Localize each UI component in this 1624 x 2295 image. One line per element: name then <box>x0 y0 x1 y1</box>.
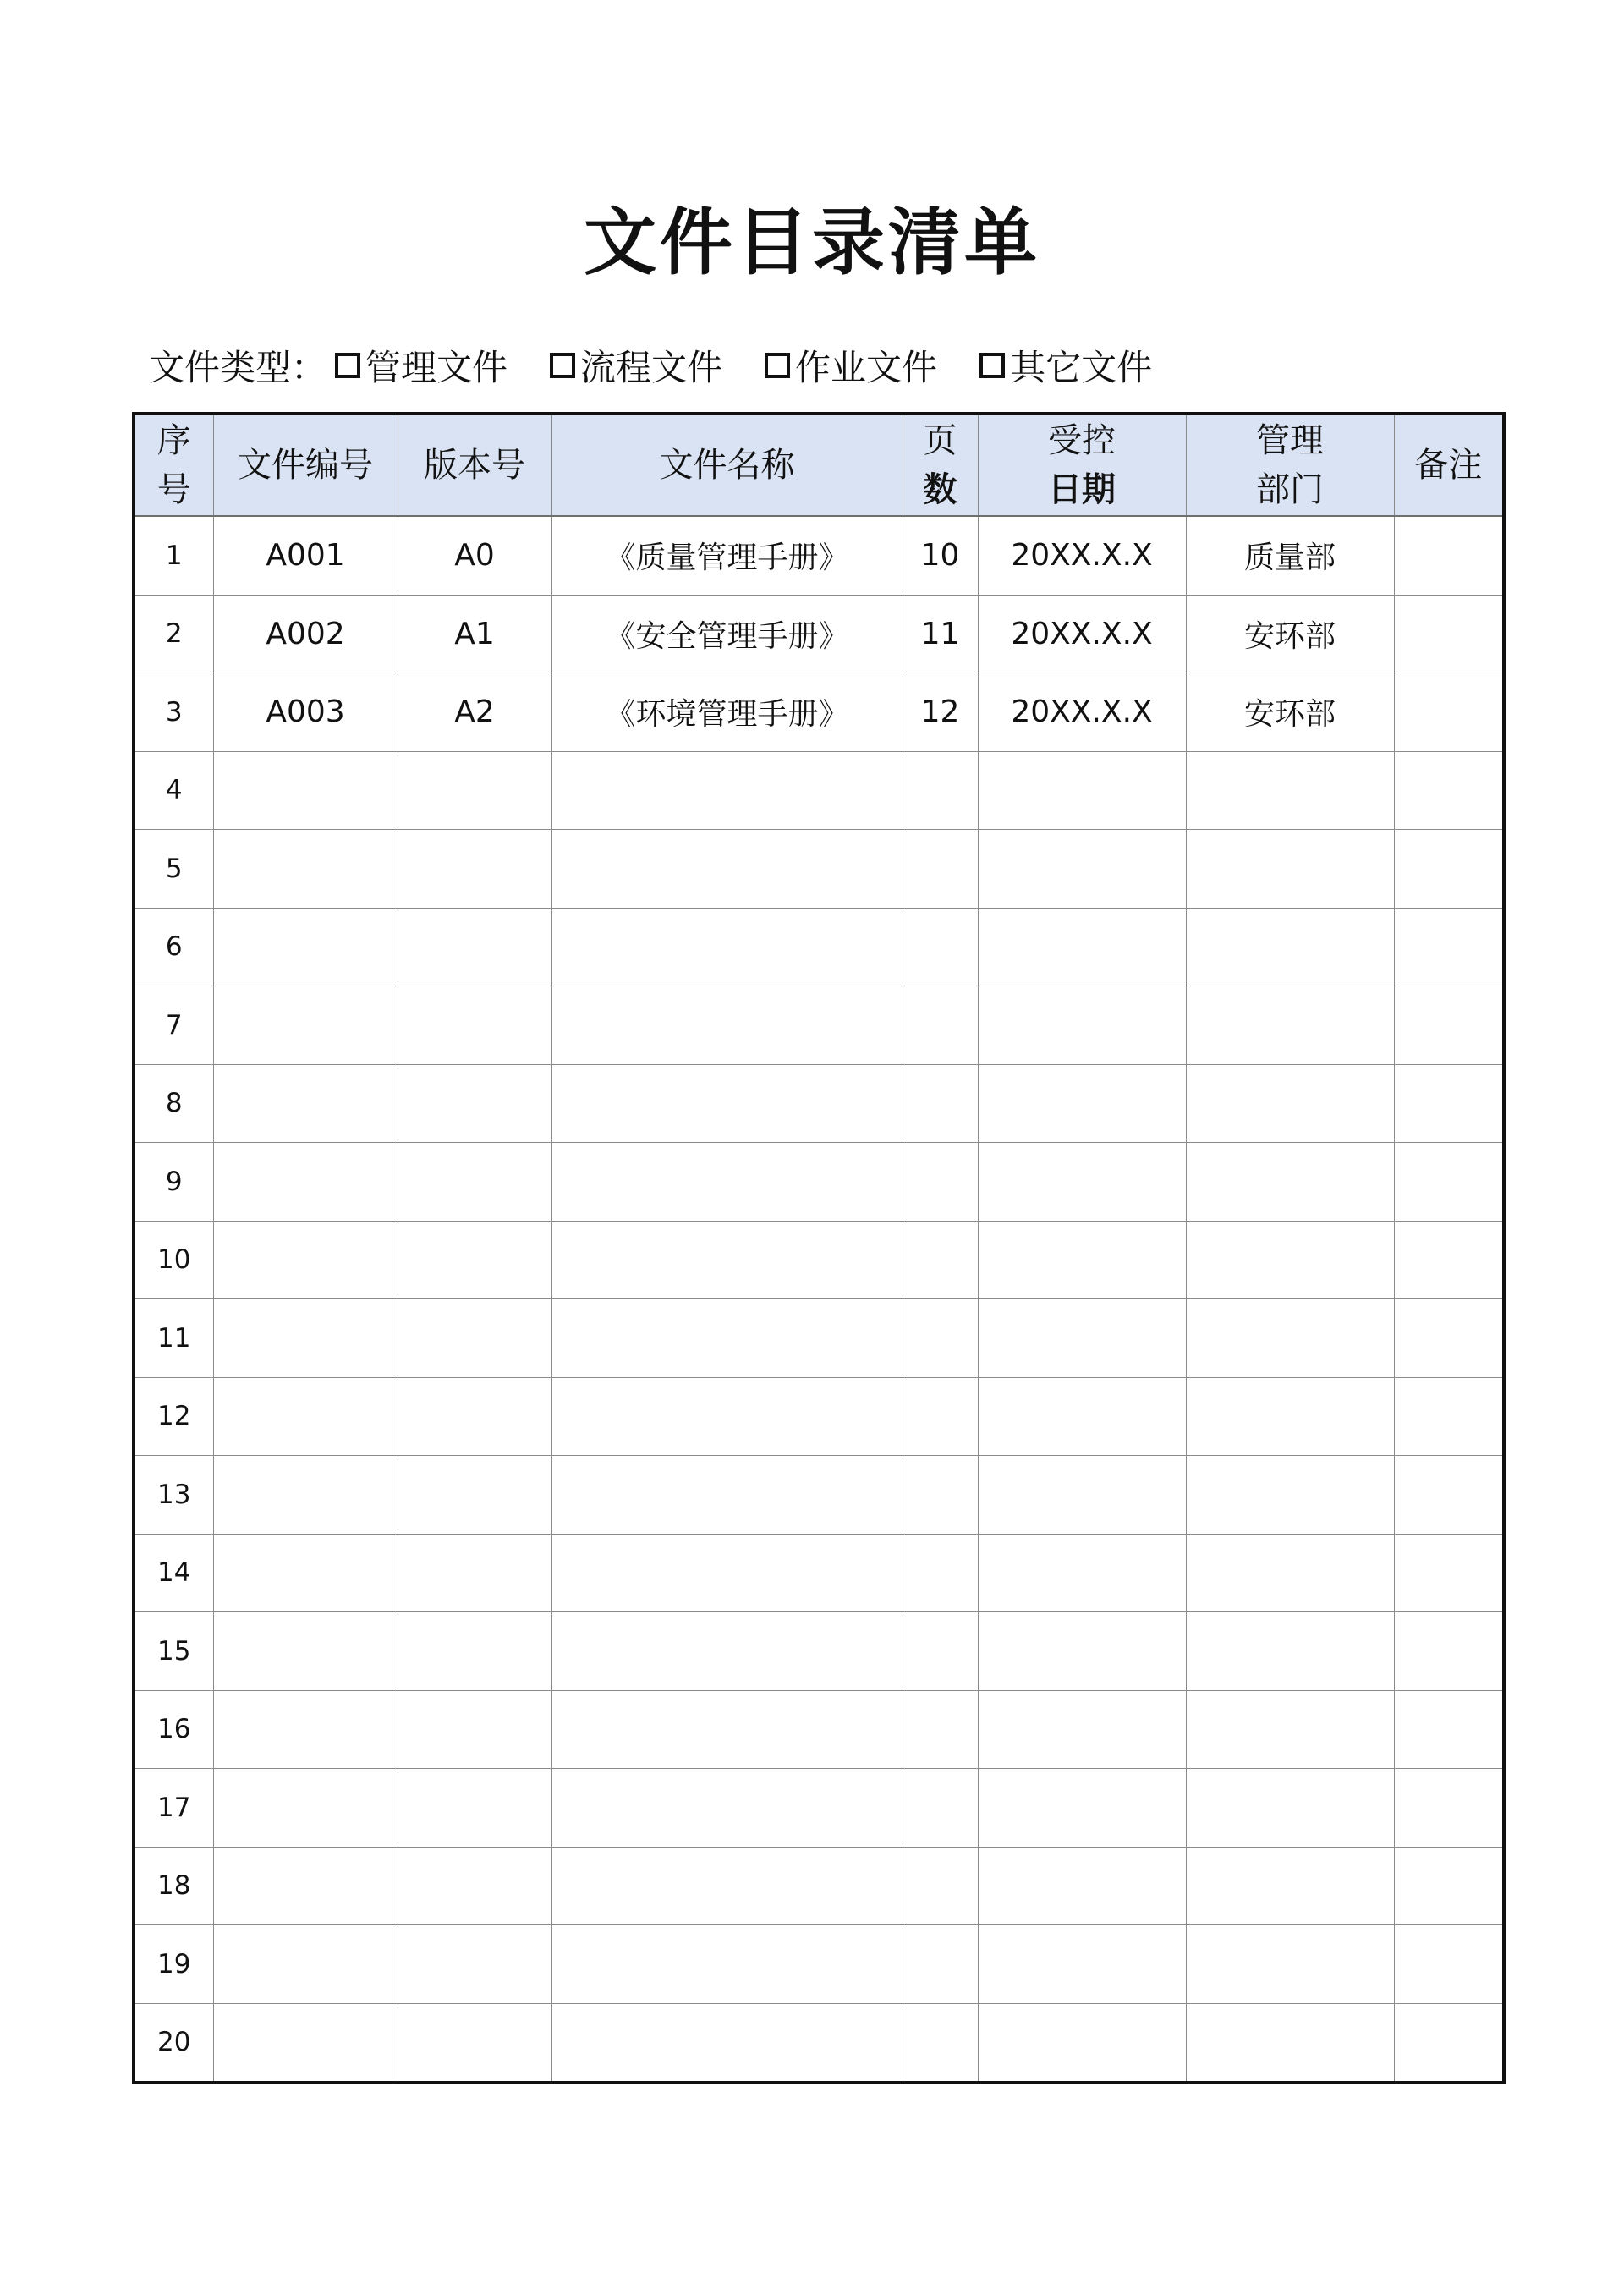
cell-name <box>551 1847 903 1925</box>
cell-pages <box>903 1769 978 1848</box>
cell-seq: 3 <box>134 673 213 752</box>
cell-version: A2 <box>398 673 551 752</box>
cell-name: 《质量管理手册》 <box>551 516 903 595</box>
cell-code <box>213 1769 398 1848</box>
cell-remark <box>1394 830 1504 909</box>
cell-code <box>213 1690 398 1769</box>
cell-seq: 17 <box>134 1769 213 1848</box>
checkbox-icon[interactable] <box>550 353 575 378</box>
page-title: 文件目录清单 <box>584 200 1040 285</box>
table-row <box>134 1064 1504 1143</box>
cell-pages <box>903 1456 978 1535</box>
table-row <box>134 986 1504 1065</box>
cell-version <box>398 1925 551 2004</box>
cell-remark <box>1394 1847 1504 1925</box>
cell-dept <box>1186 908 1394 986</box>
cell-name: 《环境管理手册》 <box>551 673 903 752</box>
cell-code <box>213 830 398 909</box>
cell-pages <box>903 986 978 1065</box>
header-date <box>978 414 1186 516</box>
header-remark: 备注 <box>1394 414 1504 516</box>
cell-version <box>398 986 551 1065</box>
cell-version <box>398 1690 551 1769</box>
cell-dept <box>1186 1690 1394 1769</box>
cell-date: 20XX.X.X <box>978 673 1186 752</box>
cell-seq: 8 <box>134 1064 213 1143</box>
cell-remark <box>1394 1612 1504 1691</box>
cell-code: A001 <box>213 516 398 595</box>
cell-date <box>978 1456 1186 1535</box>
cell-seq: 16 <box>134 1690 213 1769</box>
cell-dept: 安环部 <box>1186 673 1394 752</box>
table-row <box>134 1456 1504 1535</box>
cell-seq: 18 <box>134 1847 213 1925</box>
cell-pages <box>903 1221 978 1299</box>
cell-dept <box>1186 1143 1394 1222</box>
cell-date <box>978 1143 1186 1222</box>
cell-pages <box>903 908 978 986</box>
cell-date <box>978 908 1186 986</box>
cell-dept <box>1186 1064 1394 1143</box>
cell-name <box>551 1143 903 1222</box>
cell-dept: 质量部 <box>1186 516 1394 595</box>
header-name: 文件名称 <box>551 414 903 516</box>
cell-code <box>213 1456 398 1535</box>
file-type-option-label: 流程文件 <box>580 347 723 388</box>
cell-pages <box>903 1143 978 1222</box>
cell-dept <box>1186 1534 1394 1612</box>
cell-seq: 2 <box>134 595 213 673</box>
table-row <box>134 1612 1504 1691</box>
cell-dept <box>1186 1925 1394 2004</box>
cell-pages <box>903 830 978 909</box>
header-date-line2: 日期 <box>1048 470 1116 509</box>
cell-date <box>978 986 1186 1065</box>
file-type-option-process[interactable] <box>550 340 722 391</box>
file-type-option-other[interactable] <box>979 340 1152 391</box>
cell-seq: 20 <box>134 2003 213 2083</box>
header-dept-line1: 管理 <box>1256 421 1324 460</box>
cell-name <box>551 751 903 830</box>
cell-date <box>978 1221 1186 1299</box>
cell-version <box>398 1377 551 1456</box>
cell-name <box>551 1299 903 1378</box>
cell-name <box>551 1534 903 1612</box>
table-row <box>134 2003 1504 2083</box>
cell-dept <box>1186 1299 1394 1378</box>
header-pages <box>903 414 978 516</box>
cell-pages <box>903 1534 978 1612</box>
checkbox-icon[interactable] <box>979 353 1005 378</box>
table-row <box>134 595 1504 673</box>
cell-version <box>398 751 551 830</box>
cell-version <box>398 830 551 909</box>
cell-code <box>213 1299 398 1378</box>
cell-remark <box>1394 751 1504 830</box>
cell-name <box>551 2003 903 2083</box>
cell-remark <box>1394 1143 1504 1222</box>
cell-version <box>398 2003 551 2083</box>
cell-date <box>978 2003 1186 2083</box>
table-row <box>134 751 1504 830</box>
table-row <box>134 1534 1504 1612</box>
cell-name <box>551 908 903 986</box>
cell-name <box>551 986 903 1065</box>
header-seq-line2: 号 <box>156 470 191 509</box>
table-row <box>134 1299 1504 1378</box>
cell-remark <box>1394 986 1504 1065</box>
cell-version <box>398 1769 551 1848</box>
cell-remark <box>1394 1925 1504 2004</box>
cell-date <box>978 1299 1186 1378</box>
file-type-option-management[interactable] <box>335 340 508 391</box>
cell-remark <box>1394 595 1504 673</box>
cell-code: A002 <box>213 595 398 673</box>
cell-code <box>213 986 398 1065</box>
cell-date <box>978 1847 1186 1925</box>
table-row <box>134 1690 1504 1769</box>
cell-date: 20XX.X.X <box>978 516 1186 595</box>
cell-dept: 安环部 <box>1186 595 1394 673</box>
file-type-selector <box>149 340 1194 391</box>
cell-version <box>398 908 551 986</box>
file-type-option-operation[interactable] <box>765 340 937 391</box>
file-type-option-label: 管理文件 <box>365 347 508 388</box>
table-row <box>134 1377 1504 1456</box>
cell-date <box>978 1925 1186 2004</box>
cell-remark <box>1394 1377 1504 1456</box>
header-dept-line2: 部门 <box>1256 470 1324 509</box>
file-list-table <box>132 412 1506 2084</box>
cell-name <box>551 1690 903 1769</box>
cell-version <box>398 1143 551 1222</box>
table-row <box>134 830 1504 909</box>
cell-seq: 4 <box>134 751 213 830</box>
cell-remark <box>1394 1064 1504 1143</box>
cell-dept <box>1186 986 1394 1065</box>
cell-version <box>398 1299 551 1378</box>
cell-code <box>213 908 398 986</box>
table-row <box>134 516 1504 595</box>
cell-code <box>213 1612 398 1691</box>
cell-pages: 10 <box>903 516 978 595</box>
cell-code <box>213 1925 398 2004</box>
cell-pages <box>903 1299 978 1378</box>
cell-remark <box>1394 673 1504 752</box>
cell-code <box>213 1847 398 1925</box>
cell-dept <box>1186 2003 1394 2083</box>
cell-dept <box>1186 1377 1394 1456</box>
cell-name <box>551 1769 903 1848</box>
header-seq-line1: 序 <box>156 421 191 460</box>
cell-name <box>551 1221 903 1299</box>
header-date-line1: 受控 <box>1048 421 1116 460</box>
cell-seq: 14 <box>134 1534 213 1612</box>
cell-remark <box>1394 1690 1504 1769</box>
table-body <box>134 516 1504 2083</box>
checkbox-icon[interactable] <box>765 353 790 378</box>
cell-name <box>551 1612 903 1691</box>
table-row <box>134 1769 1504 1848</box>
file-type-label: 文件类型： <box>149 347 327 388</box>
cell-pages: 12 <box>903 673 978 752</box>
cell-pages <box>903 751 978 830</box>
cell-dept <box>1186 1769 1394 1848</box>
cell-pages <box>903 1690 978 1769</box>
table-row <box>134 1847 1504 1925</box>
cell-remark <box>1394 1456 1504 1535</box>
cell-remark <box>1394 908 1504 986</box>
cell-version <box>398 1612 551 1691</box>
cell-dept <box>1186 830 1394 909</box>
cell-date <box>978 1769 1186 1848</box>
cell-pages <box>903 1612 978 1691</box>
file-type-option-label: 其它文件 <box>1010 347 1153 388</box>
cell-version: A0 <box>398 516 551 595</box>
cell-name <box>551 1456 903 1535</box>
cell-version: A1 <box>398 595 551 673</box>
file-type-option-label: 作业文件 <box>795 347 938 388</box>
cell-pages <box>903 2003 978 2083</box>
cell-date <box>978 1064 1186 1143</box>
cell-pages <box>903 1377 978 1456</box>
table-header-row <box>134 414 1504 516</box>
table-row <box>134 673 1504 752</box>
cell-seq: 1 <box>134 516 213 595</box>
cell-remark <box>1394 1534 1504 1612</box>
cell-pages <box>903 1925 978 2004</box>
cell-seq: 11 <box>134 1299 213 1378</box>
cell-code <box>213 1377 398 1456</box>
cell-version <box>398 1847 551 1925</box>
cell-date <box>978 751 1186 830</box>
cell-version <box>398 1534 551 1612</box>
cell-code <box>213 751 398 830</box>
cell-date <box>978 1612 1186 1691</box>
cell-version <box>398 1456 551 1535</box>
cell-version <box>398 1064 551 1143</box>
table-row <box>134 1925 1504 2004</box>
header-code: 文件编号 <box>213 414 398 516</box>
cell-dept <box>1186 1221 1394 1299</box>
cell-date: 20XX.X.X <box>978 595 1186 673</box>
cell-dept <box>1186 751 1394 830</box>
cell-code <box>213 1143 398 1222</box>
checkbox-icon[interactable] <box>335 353 360 378</box>
cell-date <box>978 1534 1186 1612</box>
cell-pages <box>903 1847 978 1925</box>
cell-seq: 9 <box>134 1143 213 1222</box>
table-row <box>134 1143 1504 1222</box>
cell-remark <box>1394 1769 1504 1848</box>
cell-name <box>551 830 903 909</box>
cell-name <box>551 1925 903 2004</box>
cell-seq: 12 <box>134 1377 213 1456</box>
cell-date <box>978 1690 1186 1769</box>
cell-seq: 10 <box>134 1221 213 1299</box>
cell-seq: 15 <box>134 1612 213 1691</box>
cell-name <box>551 1377 903 1456</box>
cell-name: 《安全管理手册》 <box>551 595 903 673</box>
cell-dept <box>1186 1847 1394 1925</box>
header-seq <box>134 414 213 516</box>
cell-code <box>213 1534 398 1612</box>
cell-code <box>213 1064 398 1143</box>
cell-code: A003 <box>213 673 398 752</box>
cell-seq: 7 <box>134 986 213 1065</box>
cell-pages: 11 <box>903 595 978 673</box>
cell-version <box>398 1221 551 1299</box>
cell-seq: 13 <box>134 1456 213 1535</box>
table-row <box>134 1221 1504 1299</box>
cell-date <box>978 830 1186 909</box>
cell-remark <box>1394 516 1504 595</box>
header-dept <box>1186 414 1394 516</box>
cell-date <box>978 1377 1186 1456</box>
cell-code <box>213 2003 398 2083</box>
header-pages-line1: 页 <box>923 421 957 460</box>
cell-remark <box>1394 1299 1504 1378</box>
header-version: 版本号 <box>398 414 551 516</box>
header-pages-line2: 数 <box>923 470 957 509</box>
cell-code <box>213 1221 398 1299</box>
cell-remark <box>1394 2003 1504 2083</box>
cell-name <box>551 1064 903 1143</box>
cell-seq: 6 <box>134 908 213 986</box>
cell-remark <box>1394 1221 1504 1299</box>
cell-dept <box>1186 1456 1394 1535</box>
cell-dept <box>1186 1612 1394 1691</box>
table-row <box>134 908 1504 986</box>
cell-seq: 5 <box>134 830 213 909</box>
cell-seq: 19 <box>134 1925 213 2004</box>
cell-pages <box>903 1064 978 1143</box>
